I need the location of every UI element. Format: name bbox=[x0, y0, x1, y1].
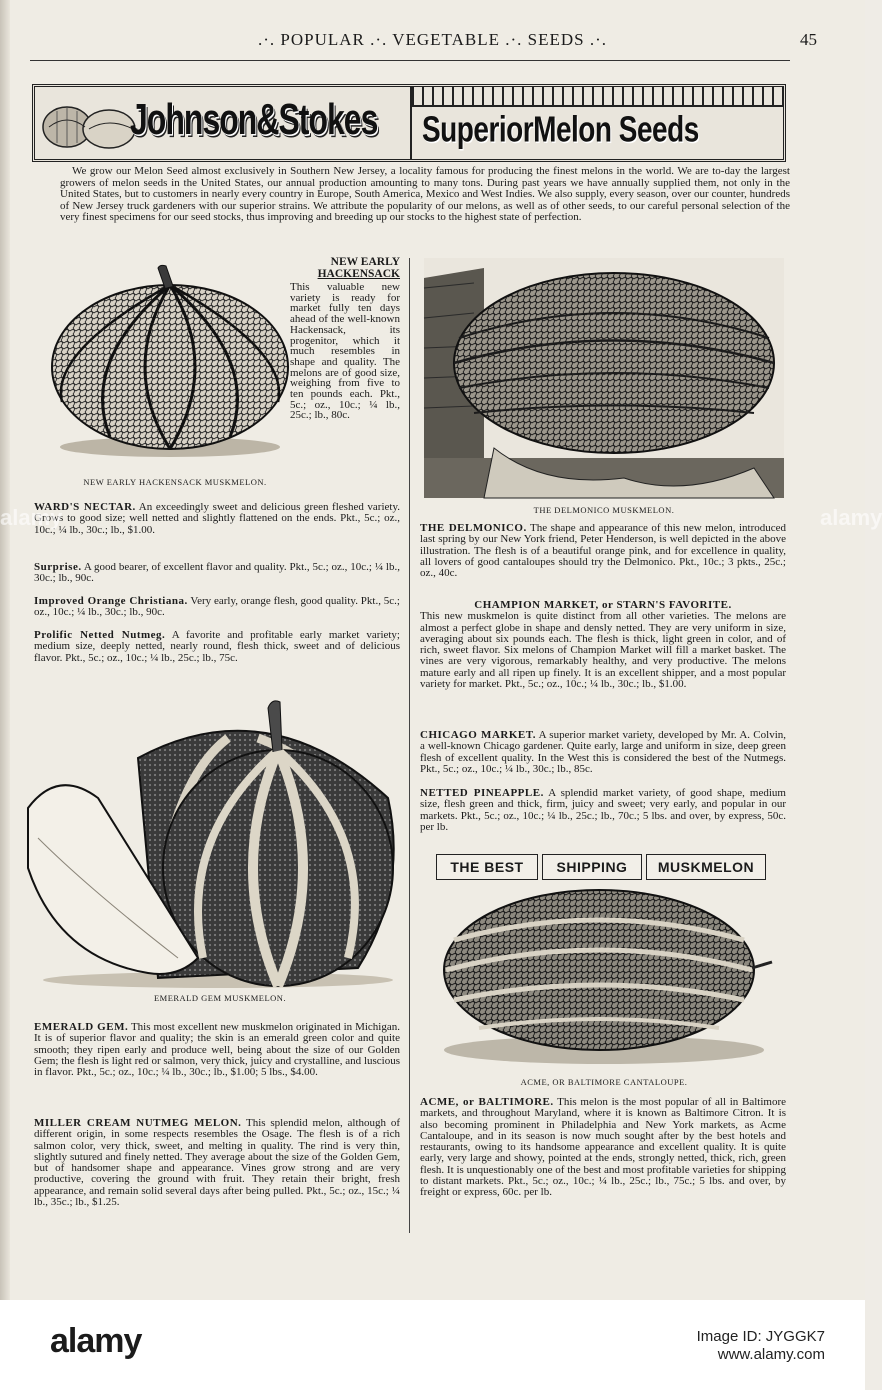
champion-body: This new muskmelon is quite distinct from all other varieties. The melons are almost a perfect globe in shape and densly netted. They are very uniform in size, averaging about six pounds each. The flesh is thick, light green in color, and of rich, sweet flavor. Six melons of Champion Market will fill a market basket. The vines are very vigorous, remarkably healthy, and very productive. The melons mature early and all ripen up finely. It is an excellent shipper, and a most popular variety for market. Pkt., 5c.; oz., 10c.; ¼ lb., 30c.; lb., $1.00. bbox=[420, 610, 786, 691]
orange-christiana-entry bbox=[34, 596, 400, 619]
prolific-nutmeg-entry bbox=[34, 630, 400, 664]
shipping-banner-part3: MUSKMELON bbox=[646, 854, 766, 880]
catalog-banner bbox=[32, 84, 786, 162]
banner-brand-panel bbox=[35, 87, 412, 159]
wards-nectar-body: An exceedingly sweet and delicious green fleshed variety. Grows to good size; well netted and slightly flattened on the ends. Pkt., 5c.; oz., 10c.; ¼ lb., 30c.; lb., $1.00. bbox=[34, 501, 401, 536]
orange-christiana-name: Improved Orange Christiana. bbox=[34, 595, 188, 607]
surprise-entry bbox=[34, 562, 400, 585]
footer-logo: alamy bbox=[50, 1322, 142, 1360]
footer-image-info bbox=[697, 1328, 825, 1364]
wards-nectar-name: WARD'S NECTAR. bbox=[34, 501, 136, 513]
hackensack-illustration bbox=[40, 262, 290, 462]
shipping-banner-part1: THE BEST bbox=[436, 854, 538, 880]
watermark-left: alamy bbox=[0, 505, 63, 530]
prolific-nutmeg-name: Prolific Netted Nutmeg. bbox=[34, 629, 166, 641]
hackensack-title bbox=[290, 256, 400, 280]
delmonico-caption: THE DELMONICO MUSKMELON. bbox=[533, 505, 675, 515]
acme-caption: ACME, OR BALTIMORE CANTALOUPE. bbox=[520, 1077, 688, 1087]
banner-ornament-strip bbox=[412, 87, 783, 107]
acme-body: This melon is the most popular of all in Baltimore markets, and throughout Maryland, where it is known as Baltimore Citron. It is also becoming prominent in Philadelphia and New York markets, as Acme Cantaloupe, and in its season is now much sought after by the best hotels and restaurants, owing to its handsome appearance and excellent quality. It is quite early, very large and showy, pointed at the ends, strongly netted, thick, rich, green flesh. It is unquestionably one of the best and most profitable varieties for shipping to distant markets. Pkt., 5c.; oz., 10c.; ¼ lb., 25c.; lb., 75c.; 5 lbs. and over, by freight or express, 60c. per lb. bbox=[420, 1096, 786, 1199]
banner-title-panel bbox=[412, 87, 783, 159]
delmonico-entry bbox=[420, 523, 786, 579]
emerald-gem-body: This most excellent new muskmelon originated in Michigan. It is of superior flavor and quality; the skin is an emerald green color and quite smooth; they ripen early and produce well, being about the size of our Golden Gem; the flesh is light red or salmon, very thick, juicy and crystalline, and luscious in flavor. Pkt., 5c.; oz., 10c.; ¼ lb., 30c.; lb., $1.00; 5 lbs., $4.00. bbox=[34, 1021, 400, 1079]
delmonico-body: The shape and appearance of this new melon, introduced last spring by our New York friend, Peter Henderson, is well depicted in the above illustration. The flesh is of a beautiful orange pink, and for excellence in quality, all lovers of good cantaloupes should try the Delmonico. Pkt., 10c.; 3 pkts., 25c.; oz., 40c. bbox=[420, 522, 786, 580]
acme-illustration bbox=[434, 880, 774, 1070]
miller-cream-name: MILLER CREAM NUTMEG MELON. bbox=[34, 1117, 242, 1129]
champion-entry bbox=[420, 600, 786, 690]
header-rule bbox=[30, 60, 790, 61]
delmonico-name: THE DELMONICO. bbox=[420, 522, 527, 534]
pineapple-body: A splendid market variety, of good shape, medium size, flesh green and thick, firm, juicy and sweet; very early, and popular in our markets. Pkt., 5c.; oz., 10c.; ¼ lb., 25c.; lb., 70c.; 5 lbs. and over, by express, 50c. per lb. bbox=[420, 787, 786, 833]
acme-name: ACME, or BALTIMORE. bbox=[420, 1096, 554, 1108]
emerald-gem-illustration bbox=[28, 688, 408, 988]
chicago-body: A superior market variety, developed by Mr. A. Colvin, a well-known Chicago gardener. Quite early, large and uniform in size, deep green flesh of excellent quality. In the West this is considered the best of the Nutmegs. Pkt., 5c.; oz., 10c.; ¼ lb., 30c.; lb., 85c. bbox=[420, 729, 786, 775]
orange-christiana-body: Very early, orange flesh, good quality. Pkt., 5c.; oz., 10c.; ¼ lb., 30c.; lb., 90c. bbox=[34, 595, 400, 619]
footer-site: www.alamy.com bbox=[717, 1346, 825, 1363]
intro-paragraph: We grow our Melon Seed almost exclusively in Southern New Jersey, a locality famous for producing the finest melons in the world. We are to-day the largest growers of melon seeds in the United States, our annual production amounting to many tons. During past years we have annually supplied them, not only in the United States, but to customers in nearly every country in Europe, South America, Mexico and West Indies. We also supply, every season, over our counter, hundreds of New Jersey truck gardeners with our superior strains. We attribute the popularity of our melons, as well as of other seeds, to our careful personal selection of the very finest specimens for our seed stocks, thus improving and breeding up our stocks to the highest state of perfection. bbox=[60, 165, 790, 223]
surprise-name: Surprise. bbox=[34, 561, 82, 573]
shipping-banner-part2: SHIPPING bbox=[542, 854, 642, 880]
banner-melons-illustration bbox=[39, 89, 139, 155]
running-title: .·. POPULAR .·. VEGETABLE .·. SEEDS .·. bbox=[258, 30, 607, 49]
emerald-gem-caption: EMERALD GEM MUSKMELON. bbox=[153, 993, 287, 1003]
hackensack-caption: NEW EARLY HACKENSACK MUSKMELON. bbox=[83, 477, 267, 487]
hackensack-description: This valuable new variety is ready for market fully ten days ahead of the well-known Hackensack, its progenitor, which it much resembles in shape and quality. The melons are of good size, weighing from five to ten pounds each. Pkt., 5c.; oz., 10c.; ¼ lb., 25c.; lb., 80c. bbox=[290, 281, 400, 422]
pineapple-entry bbox=[420, 788, 786, 833]
stock-footer bbox=[0, 1300, 865, 1390]
chicago-name: CHICAGO MARKET. bbox=[420, 729, 536, 741]
banner-brand: Johnson&Stokes bbox=[130, 95, 378, 144]
emerald-gem-entry bbox=[34, 1022, 400, 1078]
champion-name: CHAMPION MARKET, or STARN'S FAVORITE. bbox=[474, 599, 732, 611]
delmonico-illustration bbox=[424, 258, 784, 498]
acme-entry bbox=[420, 1097, 786, 1199]
emerald-gem-name: EMERALD GEM. bbox=[34, 1021, 129, 1033]
watermark-right: alamy bbox=[820, 505, 882, 530]
page-spine bbox=[0, 0, 10, 1300]
hackensack-title-line2: HACKENSACK bbox=[317, 268, 400, 280]
banner-title: SuperiorMelon Seeds bbox=[422, 109, 699, 150]
footer-image-id: Image ID: JYGGK7 bbox=[696, 1328, 825, 1345]
prolific-nutmeg-body: A favorite and profitable early market variety; medium size, deeply netted, nearly round, flesh thick, sweet and of delicious flavor. Pkt., 5c.; oz., 10c.; ¼ lb., 25c.; lb., 75c. bbox=[34, 629, 400, 664]
pineapple-name: NETTED PINEAPPLE. bbox=[420, 787, 544, 799]
page-number: 45 bbox=[800, 30, 817, 49]
shipping-ribbon-banner bbox=[436, 852, 766, 882]
column-divider bbox=[409, 258, 410, 1233]
miller-cream-body: This splendid melon, although of different origin, in some respects resembles the Osage. The flesh is of a rich salmon color, very thick, sweet, and melting in quality. The rind is very thin, slightly sutured and finely netted. They average about the size of the Golden Gem, but of handsomer shape and appearance. Vines grow strong and are very productive, covering the ground with fruit. They retain their bright, fresh appearance, and remain solid several days after being pulled. Pkt., 5c.; oz., 15c.; ¼ lb., 35c.; lb., $1.25. bbox=[34, 1117, 400, 1209]
surprise-body: A good bearer, of excellent flavor and quality. Pkt., 5c.; oz., 10c.; ¼ lb., 30c.; lb., 90c. bbox=[34, 561, 400, 585]
miller-cream-entry bbox=[34, 1118, 400, 1208]
wards-nectar-entry bbox=[34, 502, 400, 536]
hackensack-title-line1: NEW EARLY bbox=[330, 256, 400, 268]
chicago-entry bbox=[420, 730, 786, 775]
